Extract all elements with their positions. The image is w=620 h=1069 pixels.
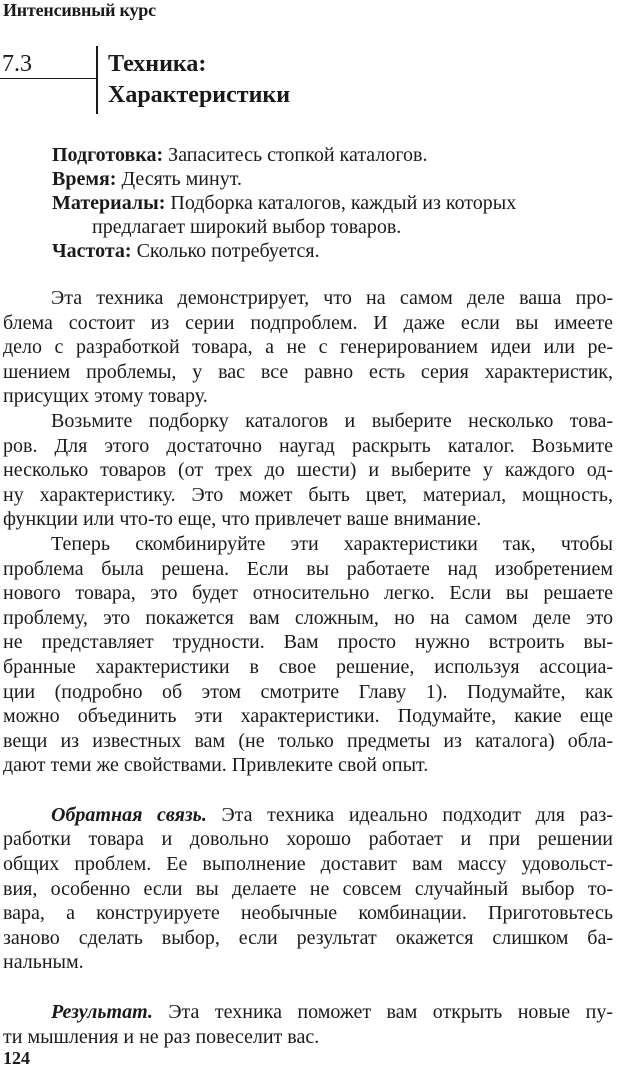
text-line: проблема была решена. Если вы работаете над изобретением bbox=[3, 557, 613, 580]
text-line: не представляет трудности. Вам просто нужно встроить вы- bbox=[3, 631, 613, 654]
text-line: работки товара и довольно хорошо работает и при решении bbox=[3, 828, 613, 851]
section-title-line-1: Техника: bbox=[108, 51, 207, 77]
text-line: дело с разработкой товара, а не с генерированием идеи или ре- bbox=[3, 336, 613, 359]
page-number: 124 bbox=[3, 1048, 30, 1068]
feedback-label: Обратная связь. bbox=[51, 803, 207, 826]
section-number-underline bbox=[0, 78, 98, 79]
text-line: Теперь скомбинируйте эти характеристики так, чтобы bbox=[51, 532, 613, 555]
text-line: дают теми же свойствами. Привлеките свой опыт. bbox=[3, 754, 429, 777]
text-line: ров. Для этого достаточно наугад раскрыть каталог. Возьмите bbox=[3, 434, 613, 457]
paragraph-2 bbox=[3, 409, 613, 532]
text-line: шением проблемы, у вас все равно есть серия характеристик, bbox=[3, 360, 613, 383]
meta-materials-label: Материалы: bbox=[52, 192, 166, 214]
meta-time-label: Время: bbox=[52, 168, 117, 190]
running-head: Интенсивный курс bbox=[3, 0, 156, 20]
result-label: Результат. bbox=[51, 1001, 153, 1024]
meta-preparation bbox=[52, 143, 600, 167]
text-line: Эта техника демонстрирует, что на самом деле ваша про- bbox=[51, 287, 613, 309]
paragraph-result bbox=[3, 1000, 613, 1049]
text-line: присущих этому товару. bbox=[3, 385, 208, 408]
paragraph-1 bbox=[3, 286, 613, 409]
paragraph-feedback bbox=[3, 803, 613, 975]
meta-preparation-value: Запаситесь стопкой каталогов. bbox=[163, 144, 428, 166]
text-line: блема состоит из серии подпроблем. И даже если вы имеете bbox=[3, 311, 613, 334]
section-divider-line bbox=[96, 46, 98, 114]
meta-time-value: Десять минут. bbox=[116, 168, 242, 190]
text-line: можно объединить эти характеристики. Подумайте, какие еще bbox=[3, 705, 613, 728]
text-line: Возьмите подборку каталогов и выберите несколько това- bbox=[51, 409, 613, 432]
technique-meta bbox=[52, 143, 600, 263]
text-line: ции (подробно об этом смотрите Главу 1). Подумайте, как bbox=[3, 680, 613, 703]
text-line bbox=[3, 803, 613, 828]
section-title bbox=[108, 49, 290, 111]
meta-time bbox=[52, 167, 600, 191]
section-number: 7.3 bbox=[2, 51, 32, 77]
text-line: ти мышления и не раз повеселит вас. bbox=[3, 1025, 320, 1048]
text-line: вия, особенно если вы делаете не совсем случайный выбор то- bbox=[3, 877, 613, 900]
meta-frequency bbox=[52, 239, 600, 263]
text-line: заново сделать выбор, если результат окажется слишком ба- bbox=[3, 926, 613, 949]
meta-frequency-label: Частота: bbox=[52, 240, 132, 262]
text-line: функции или что-то еще, что привлечет ваше внимание. bbox=[3, 508, 482, 531]
meta-preparation-label: Подготовка: bbox=[52, 144, 164, 166]
body-text bbox=[3, 286, 613, 1049]
text-line bbox=[3, 1000, 613, 1025]
meta-materials bbox=[52, 191, 600, 215]
text-line: бранные характеристики в свое решение, используя ассоциа- bbox=[3, 655, 613, 678]
text-line: вещи из известных вам (не только предметы из каталога) обла- bbox=[3, 729, 613, 752]
text-line: вара, а конструируете необычные комбинации. Приготовьтесь bbox=[3, 902, 613, 925]
text-line: несколько товаров (от трех до шести) и выберите у каждого од- bbox=[3, 459, 613, 482]
meta-frequency-value: Сколько потребуется. bbox=[131, 240, 320, 262]
feedback-first-line: Эта техника идеально подходит для раз- bbox=[206, 803, 613, 826]
text-line: проблему, это покажется вам сложным, но на самом деле это bbox=[3, 606, 613, 629]
text-line: общих проблем. Ее выполнение доставит вам массу удовольст- bbox=[3, 853, 613, 876]
meta-materials-value: Подборка каталогов, каждый из которых bbox=[165, 192, 517, 214]
section-title-line-2: Характеристики bbox=[108, 82, 291, 108]
paragraph-3 bbox=[3, 532, 613, 778]
text-line: нового товара, это будет относительно легко. Если вы решаете bbox=[3, 582, 613, 605]
result-first-line: Эта техника поможет вам открыть новые пу- bbox=[152, 1001, 613, 1024]
text-line: ну характеристику. Это может быть цвет, материал, мощность, bbox=[3, 483, 613, 506]
text-line: нальным. bbox=[3, 951, 84, 974]
meta-materials-cont: предлагает широкий выбор товаров. bbox=[92, 216, 402, 238]
